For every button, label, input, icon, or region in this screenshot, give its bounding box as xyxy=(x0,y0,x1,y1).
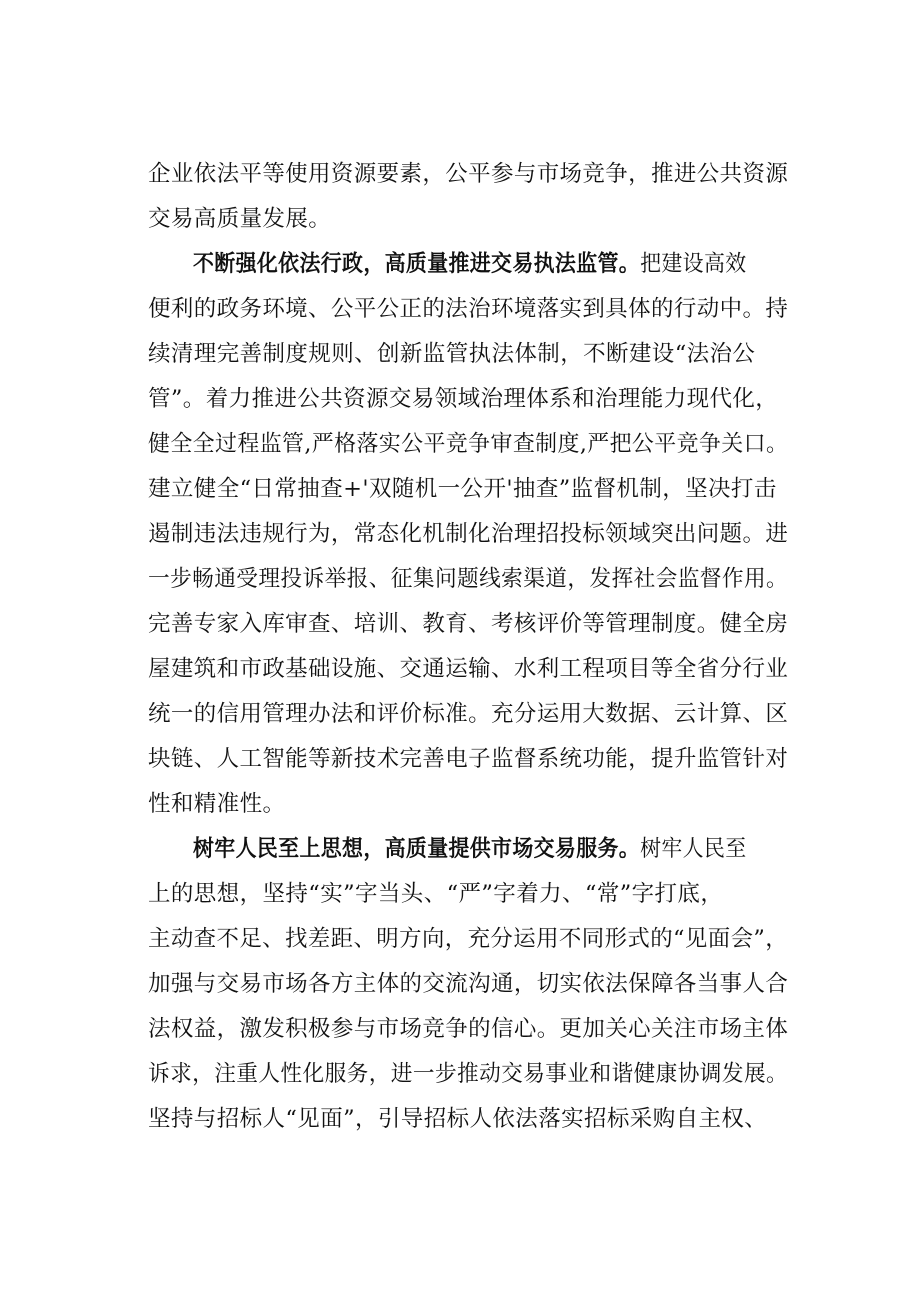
paragraph-2-line-4: 管”。着力推进公共资源交易领域治理体系和治理能力现代化， xyxy=(148,386,779,412)
paragraph-3-lead-sentence: 树牢人民至上思想，高质量提供市场交易服务。 xyxy=(193,836,641,862)
paragraph-2-line-11: 统一的信用管理办法和评价标准。充分运用大数据、云计算、区 xyxy=(148,701,789,727)
paragraph-2-line-7: 遏制违法违规行为，常态化机制化治理招投标领域突出问题。进 xyxy=(148,521,789,547)
paragraph-3-line-6: 诉求，注重人性化服务，进一步推动交易事业和谐健康协调发展。 xyxy=(148,1061,789,1087)
paragraph-2-line-12: 块链、人工智能等新技术完善电子监督系统功能，提升监管针对 xyxy=(148,746,789,772)
paragraph-1-line-2: 交易高质量发展。 xyxy=(148,206,332,232)
paragraph-3-first-line-rest: 树牢人民至 xyxy=(640,836,747,862)
paragraph-2-line-3: 续清理完善制度规则、创新监管执法体制，不断建设“法治公 xyxy=(148,341,756,367)
paragraph-2-lead-sentence: 不断强化依法行政，高质量推进交易执法监管。 xyxy=(193,251,641,277)
paragraph-3-line-7: 坚持与招标人“见面”，引导招标人依法落实招标采购自主权、 xyxy=(148,1106,768,1132)
paragraph-2-first-line-rest: 把建设高效 xyxy=(640,251,747,277)
paragraph-2-line-9: 完善专家入库审查、培训、教育、考核评价等管理制度。健全房 xyxy=(148,611,789,637)
paragraph-2-line-8: 一步畅通受理投诉举报、征集问题线索渠道，发挥社会监督作用。 xyxy=(148,566,789,592)
paragraph-2-line-6: 建立健全“日常抽查+'双随机一公开'抽查”监督机制，坚决打击 xyxy=(148,476,777,502)
paragraph-2-line-1 xyxy=(193,249,788,279)
paragraph-2-line-5: 健全全过程监管,严格落实公平竞争审查制度,严把公平竞争关口。 xyxy=(148,431,789,457)
paragraph-2-line-2: 便利的政务环境、公平公正的法治环境落实到具体的行动中。持 xyxy=(148,296,789,322)
paragraph-3-line-3: 主动查不足、找差距、明方向，充分运用不同形式的“见面会”， xyxy=(148,926,789,952)
paragraph-2-line-13: 性和精准性。 xyxy=(148,791,286,817)
paragraph-3-line-5: 法权益，激发积极参与市场竞争的信心。更加关心关注市场主体 xyxy=(148,1016,789,1042)
paragraph-2-line-10: 屋建筑和市政基础设施、交通运输、水利工程项目等全省分行业 xyxy=(148,656,789,682)
paragraph-1-line-1: 企业依法平等使用资源要素，公平参与市场竞争，推进公共资源 xyxy=(148,161,789,187)
paragraph-3-line-2: 上的思想，坚持“实”字当头、“严”字着力、“常”字打底， xyxy=(148,881,724,907)
paragraph-3-line-1 xyxy=(193,834,788,864)
paragraph-3-line-4: 加强与交易市场各方主体的交流沟通，切实依法保障各当事人合 xyxy=(148,971,789,997)
